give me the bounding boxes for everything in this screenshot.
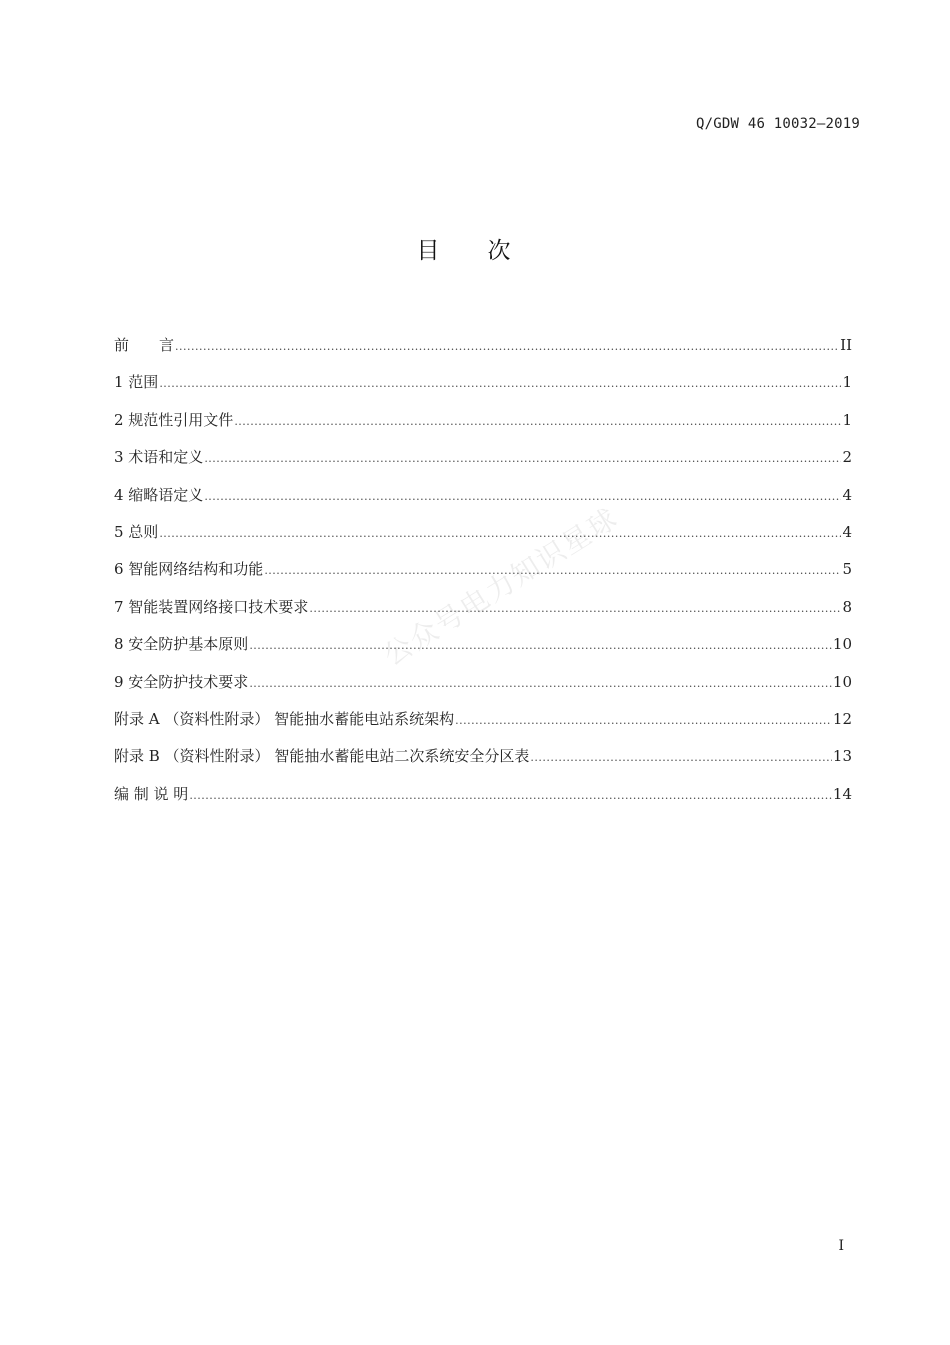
toc-entry-label: 5 总则 bbox=[114, 522, 159, 541]
toc-entry-label: 2 规范性引用文件 bbox=[114, 410, 234, 429]
toc-entry[interactable] bbox=[114, 633, 852, 670]
toc-entry[interactable] bbox=[114, 334, 852, 371]
standard-code: Q/GDW 46 10032—2019 bbox=[696, 116, 860, 132]
toc-entry[interactable] bbox=[114, 446, 852, 483]
toc-entry[interactable] bbox=[114, 521, 852, 558]
dot-leader bbox=[175, 340, 839, 353]
dot-leader bbox=[530, 751, 832, 764]
toc-entry[interactable] bbox=[114, 371, 852, 408]
dot-leader bbox=[234, 415, 841, 428]
toc-entry-label: 附录 A （资料性附录） 智能抽水蓄能电站系统架构 bbox=[114, 709, 455, 728]
toc-entry-page: 10 bbox=[832, 635, 852, 654]
toc-entry-page: 12 bbox=[832, 709, 852, 728]
dot-leader bbox=[249, 677, 832, 690]
toc-entry-label: 6 智能网络结构和功能 bbox=[114, 560, 264, 579]
page-number: I bbox=[838, 1238, 844, 1254]
toc-entry-page: 10 bbox=[832, 672, 852, 691]
toc-entry[interactable] bbox=[114, 783, 852, 820]
toc-entry-page: 4 bbox=[842, 485, 852, 504]
toc-entry-page: 13 bbox=[832, 747, 852, 766]
toc-entry-page: 5 bbox=[842, 560, 852, 579]
watermark: 公众号电力知识星球 bbox=[377, 501, 625, 673]
toc-entry-label: 附录 B （资料性附录） 智能抽水蓄能电站二次系统安全分区表 bbox=[114, 747, 530, 766]
toc-entry-page: 4 bbox=[842, 522, 852, 541]
toc-entry-page: 1 bbox=[842, 410, 852, 429]
dot-leader bbox=[204, 490, 841, 503]
toc-entry[interactable] bbox=[114, 484, 852, 521]
page-title: 目次 bbox=[416, 238, 559, 264]
toc-entry-page: 14 bbox=[832, 784, 852, 803]
toc-entry-label: 3 术语和定义 bbox=[114, 448, 204, 467]
toc-entry-label: 前 言 bbox=[114, 336, 175, 354]
toc-entry[interactable] bbox=[114, 409, 852, 446]
toc-entry-page: II bbox=[840, 336, 852, 354]
toc-entry-page: 1 bbox=[842, 373, 852, 392]
dot-leader bbox=[249, 639, 832, 652]
toc-entry-label: 4 缩略语定义 bbox=[114, 485, 204, 504]
toc-entry-label: 7 智能装置网络接口技术要求 bbox=[114, 597, 309, 616]
toc-entry-label: 1 范围 bbox=[114, 373, 159, 392]
dot-leader bbox=[189, 789, 832, 802]
toc-entry[interactable] bbox=[114, 708, 852, 745]
toc-entry-label: 8 安全防护基本原则 bbox=[114, 635, 249, 654]
toc-entry-page: 8 bbox=[842, 597, 852, 616]
dot-leader bbox=[159, 527, 841, 540]
toc-entry-label: 编 制 说 明 bbox=[114, 784, 189, 803]
dot-leader bbox=[455, 714, 832, 727]
toc-entry-label: 9 安全防护技术要求 bbox=[114, 672, 249, 691]
dot-leader bbox=[159, 377, 841, 390]
toc-entry-page: 2 bbox=[842, 448, 852, 467]
dot-leader bbox=[309, 602, 841, 615]
toc-entry[interactable] bbox=[114, 671, 852, 708]
toc-entry[interactable] bbox=[114, 745, 852, 782]
dot-leader bbox=[204, 452, 841, 465]
